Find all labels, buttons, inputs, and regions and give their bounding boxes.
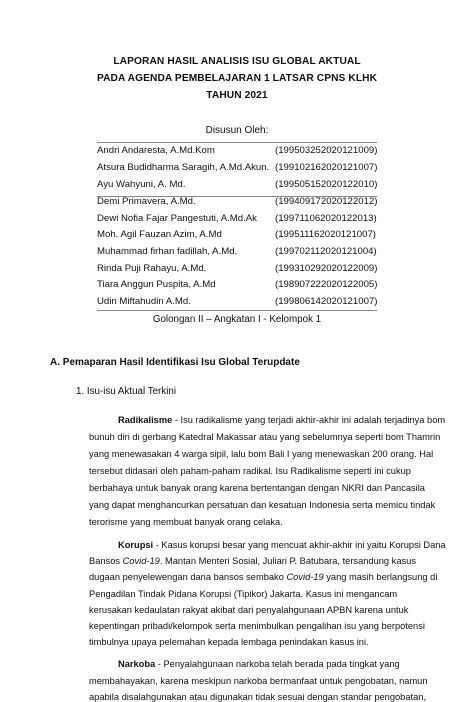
paragraph-radikalisme-line: yang menewasakan 4 warga sipil, lalu bom Bali I yang menewaskan 200 orang. Hal bbox=[89, 449, 434, 459]
term-radikalisme: Radikalisme bbox=[118, 415, 173, 425]
paragraph-italic-text: Covid-19 bbox=[122, 556, 160, 567]
term-narkoba: Narkoba bbox=[118, 659, 156, 670]
paragraph-radikalisme-line: terorisme yang membuat banyak orang celaka. bbox=[89, 517, 283, 527]
paragraph-narkoba-line: membahayakan, karena meskipun narkoba bermanfaat untuk pengobatan, namun bbox=[89, 675, 428, 686]
author-name: Udin Miftahudin A.Md. bbox=[97, 296, 191, 307]
paragraph-korupsi-line: kepentingan pribadi/kelompok serta menimbulkan pengalihan isu yang berpotensi bbox=[89, 621, 425, 631]
report-title-line-3: TAHUN 2021 bbox=[206, 90, 268, 101]
author-row bbox=[97, 145, 397, 158]
paragraph-radikalisme-line: berbahaya untuk banyak orang karena bertentangan dengan NKRI dan Pancasila bbox=[89, 483, 425, 493]
paragraph-radikalisme-line: tersebut didasari oleh paham-paham radikal. Isu Radikalisme seperti ini cukup bbox=[89, 466, 411, 476]
author-row bbox=[97, 162, 397, 175]
author-name: Dewi Nofia Fajar Pangestuti, A.Md.Ak bbox=[97, 213, 257, 224]
report-title-line-2: PADA AGENDA PEMBELAJARAN 1 LATSAR CPNS KLHK bbox=[96, 73, 378, 84]
paragraph-text: yang masih berlangsung di bbox=[323, 572, 438, 583]
author-nip: (199702112020121004) bbox=[275, 246, 377, 257]
paragraph-korupsi-line: Pengadilan Tindak Pidana Korupsi (Tipikor) Jakarta. Kasus ini mengancam bbox=[89, 588, 398, 599]
author-row bbox=[97, 296, 397, 309]
author-nip: (199511162020121007) bbox=[275, 229, 377, 240]
paragraph-text: dugaan penyelewengan dana bansos sembako bbox=[89, 572, 287, 583]
group-line: Golongan II – Angkatan I - Kelompok 1 bbox=[152, 314, 322, 325]
author-name: Ayu Wahyuni, A. Md. bbox=[97, 179, 186, 190]
paragraph-narkoba-line: apabila disalahgunakan atau digunakan tidak sesuai dengan standar pengobatan, bbox=[89, 691, 427, 702]
table-top-rule bbox=[97, 142, 377, 143]
author-row bbox=[97, 229, 397, 242]
term-korupsi: Korupsi bbox=[118, 540, 154, 550]
paragraph-korupsi-line bbox=[118, 540, 446, 550]
paragraph-text: - Penyalahgunaan narkoba telah berada pada tingkat yang bbox=[155, 659, 400, 670]
paragraph-korupsi-line: kerusakan kedaulatan rakyat akibat dari penyalahgunaan APBN karena untuk bbox=[89, 604, 409, 615]
paragraph-text: - Isu radikalisme yang terjadi akhir-akhir ini adalah terjadinya bom bbox=[172, 415, 446, 425]
author-row bbox=[97, 213, 397, 226]
author-nip: (199711062020122013) bbox=[275, 213, 377, 224]
author-nip: (199409172020122012) bbox=[275, 196, 378, 207]
author-nip: (198907222020122005) bbox=[275, 279, 378, 290]
paragraph-radikalisme-line: bunuh diri di gerbang Katedral Makassar atau yang sebelumnya seperti bom Thamrin bbox=[89, 432, 441, 442]
author-name: Moh. Agil Fauzan Azim, A.Md bbox=[97, 229, 222, 240]
author-name: Tiara Anggun Puspita, A.Md bbox=[97, 279, 216, 290]
paragraph-narkoba-line bbox=[118, 659, 400, 669]
paragraph-italic-text: Covid-19 bbox=[286, 572, 324, 583]
subsection-heading-1: 1. Isu-isu Aktual Terkini bbox=[76, 386, 177, 397]
author-nip: (199503252020121009) bbox=[275, 145, 378, 156]
paragraph-text: - Kasus korupsi besar yang mencuat akhir-akhir ini yaitu Korupsi Dana bbox=[153, 540, 446, 550]
author-row bbox=[97, 196, 397, 209]
section-heading-a: A. Pemaparan Hasil Identifikasi Isu Global Terupdate bbox=[50, 357, 300, 368]
author-row bbox=[97, 179, 397, 192]
prepared-by-label: Disusun Oleh: bbox=[205, 125, 269, 136]
paragraph-radikalisme-line bbox=[118, 415, 445, 425]
author-name: Rinda Puji Rahayu, A.Md. bbox=[97, 263, 207, 274]
paragraph-korupsi-line: timbulnya upaya pelemahan kepada lembaga penindakan kasus ini. bbox=[89, 637, 369, 648]
paragraph-text: Bansos bbox=[89, 556, 123, 567]
author-row bbox=[97, 263, 397, 276]
author-name: Demi Primavera, A.Md. bbox=[97, 196, 196, 207]
author-nip: (199102162020121007) bbox=[275, 162, 378, 173]
author-nip: (199806142020121007) bbox=[275, 296, 378, 307]
author-nip: (199310292020122009) bbox=[275, 263, 378, 274]
paragraph-text: . Mantan Menteri Sosial, Juliari P. Batubara, tersandung kasus bbox=[159, 556, 416, 567]
paragraph-korupsi-line bbox=[89, 556, 416, 566]
author-row bbox=[97, 246, 397, 259]
paragraph-radikalisme-line: yang dapat menghancurkan persatuan dan kesatuan Indonesia serta memicu tindak bbox=[89, 500, 436, 510]
author-nip: (199505152020122010) bbox=[275, 179, 378, 190]
author-name: Andri Andaresta, A.Md.Kom bbox=[97, 145, 215, 156]
author-name: Muhammad firhan fadillah, A.Md. bbox=[97, 246, 238, 257]
author-name: Atsura Budidharma Saragih, A.Md.Akun. bbox=[97, 162, 270, 173]
author-row bbox=[97, 279, 397, 292]
table-bottom-rule bbox=[97, 310, 377, 311]
report-title-line-1: LAPORAN HASIL ANALISIS ISU GLOBAL AKTUAL bbox=[113, 56, 361, 67]
paragraph-korupsi-line bbox=[89, 572, 437, 582]
